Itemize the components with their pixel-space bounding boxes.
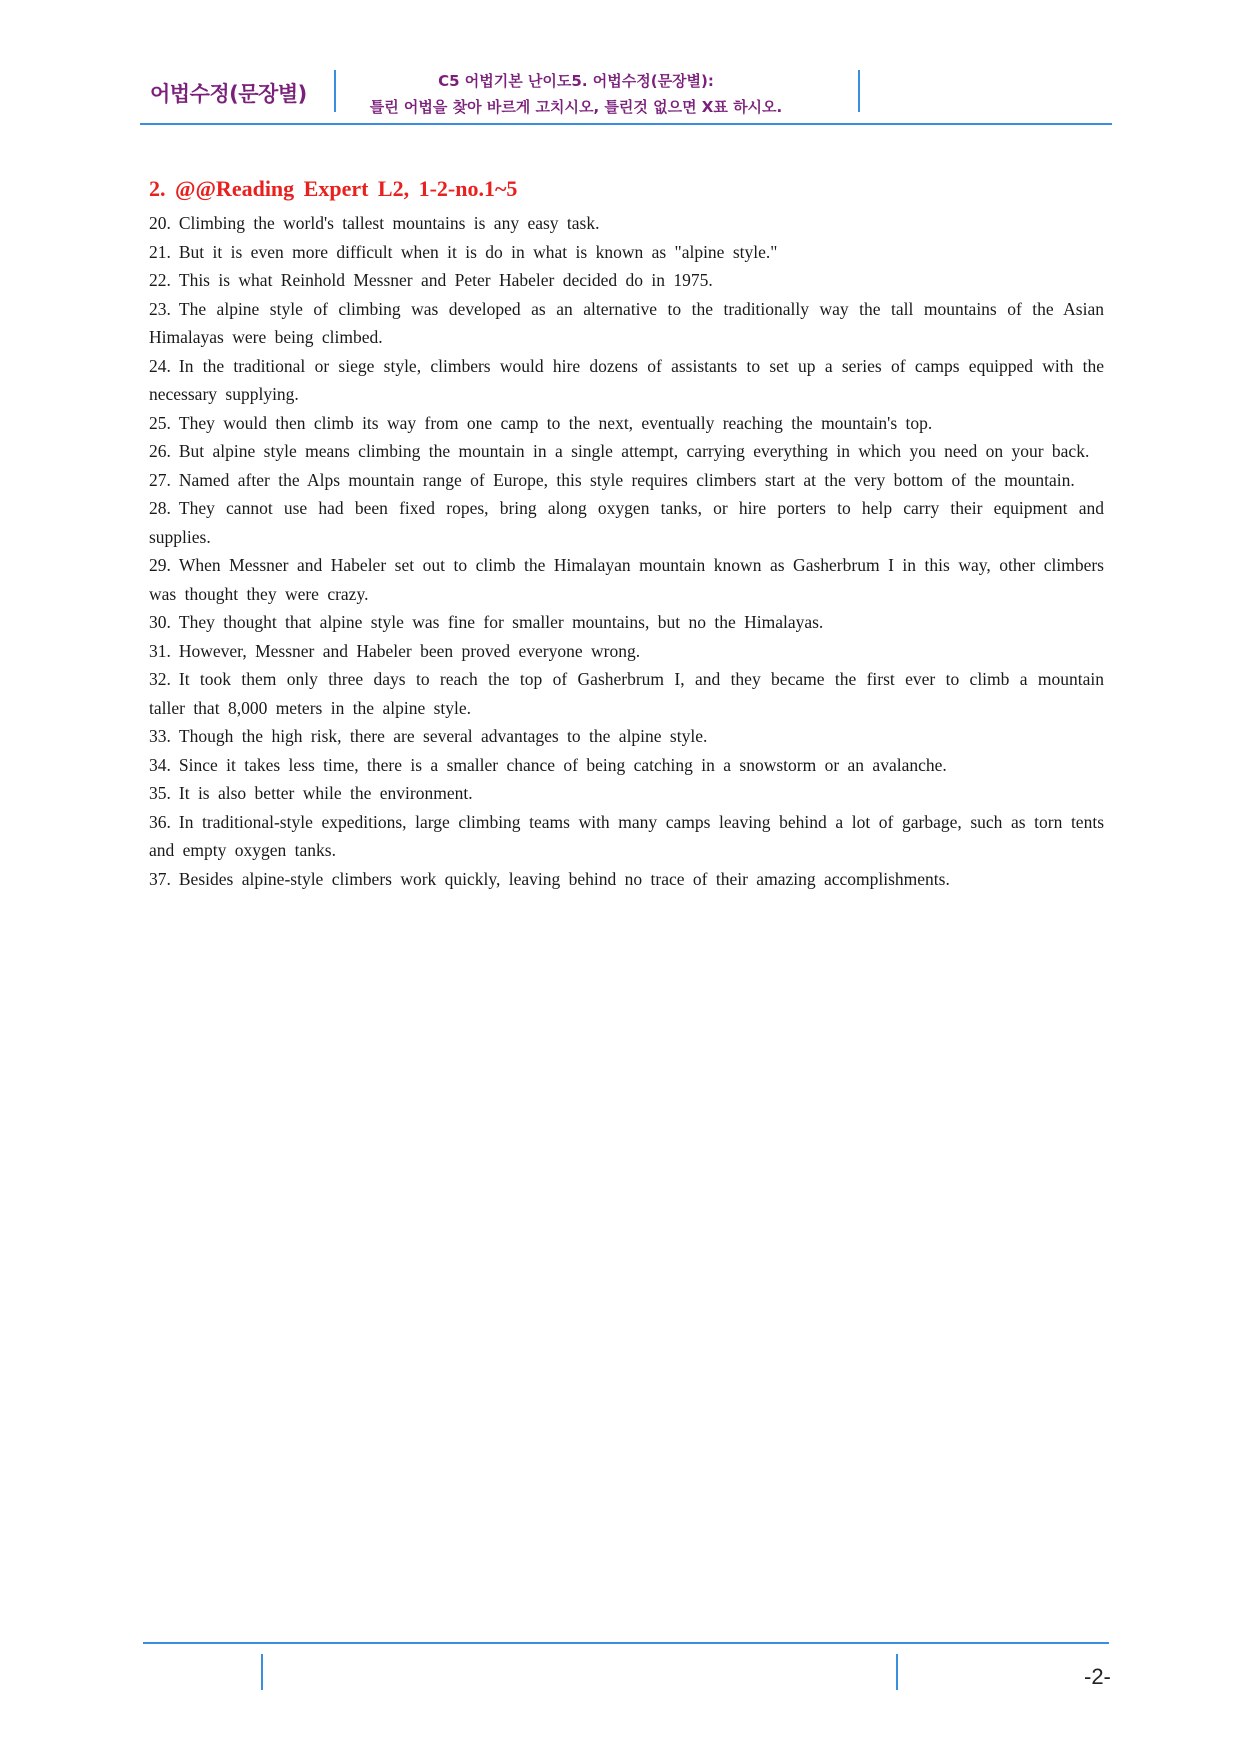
- exercise-item: [149, 751, 1104, 780]
- exercise-sentence: In the traditional or siege style, climbers would hire dozens of assistants to set up a series of camps equipped with the necessary supplying.: [149, 355, 1104, 404]
- exercise-number: 25.: [149, 412, 171, 433]
- exercise-sentence: It took them only three days to reach the top of Gasherbrum I, and they became the first ever to climb a mountain taller that 8,000 meters in the alpine style.: [149, 669, 1104, 718]
- exercise-item: [149, 551, 1104, 608]
- header-subtitle-line2: 틀린 어법을 찾아 바르게 고치시오, 틀린것 없으면 X표 하시오.: [369, 98, 783, 116]
- exercise-item: [149, 437, 1104, 466]
- header-divider-right: [858, 70, 860, 112]
- exercise-number: 23.: [149, 298, 171, 319]
- exercise-item: [149, 266, 1104, 295]
- exercise-sentence: Though the high risk, there are several advantages to the alpine style.: [178, 726, 708, 746]
- exercise-sentence: Besides alpine-style climbers work quickly, leaving behind no trace of their amazing accomplishments.: [178, 868, 950, 889]
- exercise-number: 24.: [149, 355, 171, 376]
- page-header: [140, 62, 1112, 124]
- exercise-item: [149, 352, 1104, 409]
- exercise-number: 20.: [149, 213, 171, 233]
- exercise-number: 32.: [149, 669, 171, 689]
- exercise-item: [149, 665, 1104, 722]
- exercise-number: 30.: [149, 612, 171, 632]
- exercise-number: 33.: [149, 726, 171, 746]
- header-subtitle-line1: C5 어법기본 난이도5. 어법수정(문장별):: [438, 72, 714, 90]
- exercise-sentence: However, Messner and Habeler been proved everyone wrong.: [178, 640, 641, 661]
- exercise-item: [149, 608, 1104, 637]
- exercise-sentence: They thought that alpine style was fine for smaller mountains, but no the Himalayas.: [178, 612, 824, 632]
- exercise-sentence: This is what Reinhold Messner and Peter Habeler decided do in 1975.: [178, 270, 713, 290]
- exercise-sentence: But alpine style means climbing the mountain in a single attempt, carrying everything in which you need on your back.: [178, 441, 1090, 461]
- exercise-list: [149, 209, 1104, 893]
- exercise-number: 26.: [149, 441, 171, 461]
- exercise-sentence: It is also better while the environment.: [178, 783, 473, 803]
- exercise-sentence: Climbing the world's tallest mountains is any easy task.: [178, 213, 600, 233]
- exercise-sentence: The alpine style of climbing was developed as an alternative to the traditionally way the tall mountains of the Asian Himalayas were being climbed.: [149, 298, 1104, 347]
- exercise-number: 37.: [149, 868, 171, 889]
- exercise-sentence: They would then climb its way from one camp to the next, eventually reaching the mountain's top.: [178, 412, 933, 433]
- exercise-sentence: Named after the Alps mountain range of Europe, this style requires climbers start at the very bottom of the mountain.: [178, 469, 1075, 490]
- exercise-item: [149, 779, 1104, 808]
- exercise-number: 21.: [149, 241, 171, 262]
- exercise-sentence: When Messner and Habeler set out to climb the Himalayan mountain known as Gasherbrum I in this way, other climbers was thought they were crazy.: [149, 555, 1104, 604]
- exercise-number: 36.: [149, 811, 171, 832]
- exercise-number: 34.: [149, 754, 171, 775]
- exercise-sentence: But it is even more difficult when it is do in what is known as "alpine style.": [178, 241, 778, 262]
- exercise-item: [149, 808, 1104, 865]
- exercise-sentence: Since it takes less time, there is a smaller chance of being catching in a snowstorm or an avalanche.: [178, 754, 947, 775]
- exercise-number: 35.: [149, 783, 171, 803]
- exercise-item: [149, 722, 1104, 751]
- exercise-item: [149, 238, 1104, 267]
- exercise-item: [149, 494, 1104, 551]
- footer-rule: [143, 1642, 1109, 1644]
- header-subtitle: [324, 68, 828, 120]
- section-title: 2. @@Reading Expert L2, 1-2-no.1~5: [149, 176, 518, 201]
- exercise-number: 29.: [149, 555, 171, 575]
- page-number: -2-: [1084, 1664, 1111, 1689]
- exercise-number: 31.: [149, 640, 171, 661]
- header-rule: [140, 123, 1112, 125]
- exercise-number: 22.: [149, 270, 171, 290]
- exercise-number: 27.: [149, 469, 171, 490]
- footer-divider-right: [896, 1654, 898, 1690]
- exercise-item: [149, 865, 1104, 894]
- exercise-item: [149, 409, 1104, 438]
- exercise-item: [149, 637, 1104, 666]
- exercise-sentence: They cannot use had been fixed ropes, bring along oxygen tanks, or hire porters to help carry their equipment and supplies.: [149, 498, 1104, 547]
- exercise-number: 28.: [149, 498, 171, 518]
- header-title: 어법수정(문장별): [150, 82, 307, 106]
- exercise-item: [149, 295, 1104, 352]
- exercise-item: [149, 466, 1104, 495]
- exercise-sentence: In traditional-style expeditions, large climbing teams with many camps leaving behind a lot of garbage, such as torn tents and empty oxygen tanks.: [149, 811, 1104, 860]
- footer-divider-left: [261, 1654, 263, 1690]
- exercise-item: [149, 209, 1104, 238]
